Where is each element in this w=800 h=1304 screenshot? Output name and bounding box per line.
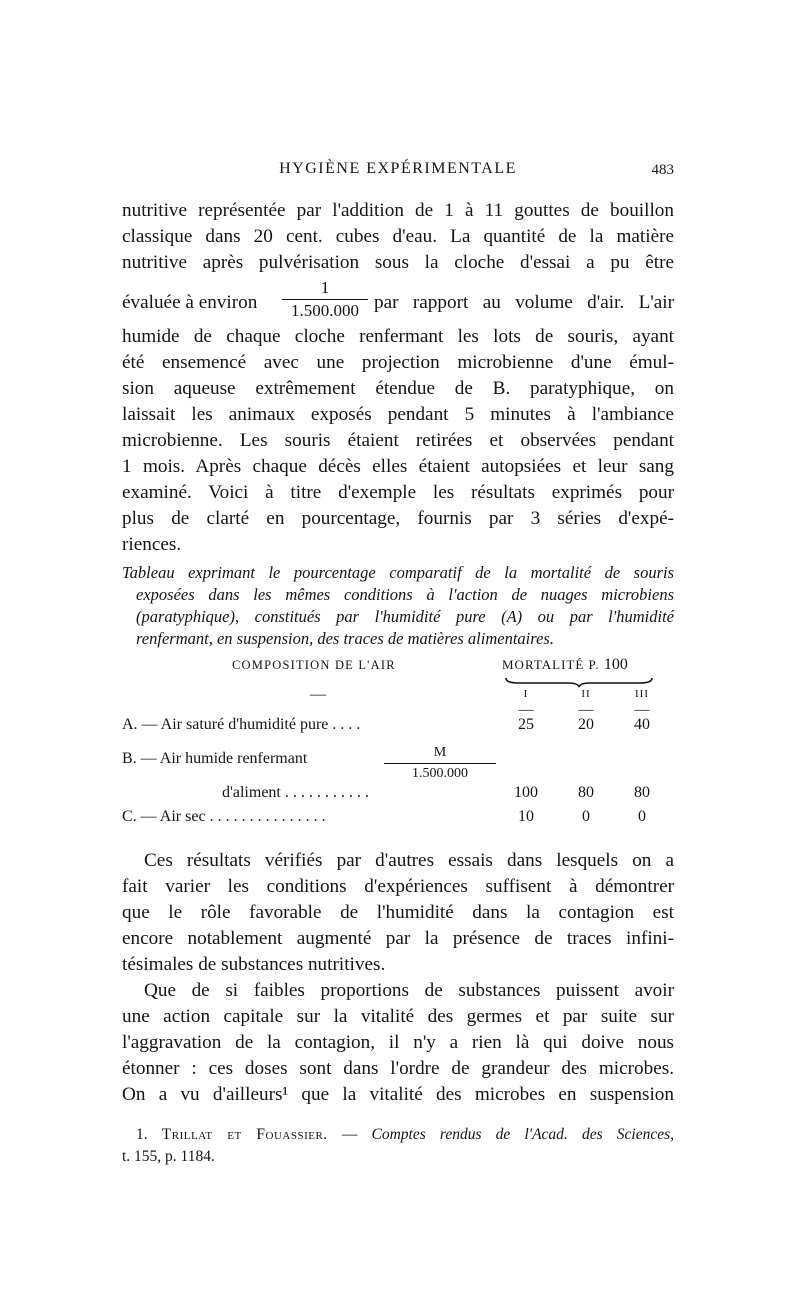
text-line: nutritive représentée par l'addition de 1 à 11 gouttes de bouillon bbox=[122, 200, 674, 221]
column-header-composition: COMPOSITION DE L'AIR bbox=[232, 658, 396, 672]
fraction-denominator: 1.500.000 bbox=[291, 301, 359, 320]
fraction-numerator: 1 bbox=[320, 278, 330, 297]
text-line: 1 mois. Après chaque décès elles étaient autopsiées et leur sang bbox=[122, 456, 674, 477]
fraction bbox=[384, 742, 496, 783]
text-line: encore notablement augmenté par la présence de traces infini- bbox=[122, 928, 674, 949]
text-line: laissait les animaux exposés pendant 5 minutes à l'ambiance bbox=[122, 404, 674, 425]
text-line: microbienne. Les souris étaient retirées et observées pendant bbox=[122, 430, 674, 451]
series-dash: — bbox=[578, 702, 594, 718]
series-label: II bbox=[581, 688, 591, 700]
series-dash: — bbox=[518, 702, 534, 718]
table-row-label: C. — Air sec . . . . . . . . . . . . . . . bbox=[122, 808, 326, 825]
table-caption-line: exposées dans les mêmes conditions à l'action de nuages microbiens bbox=[136, 585, 674, 604]
footnote-marker: 1. bbox=[136, 1126, 148, 1143]
table-row-label: A. — Air saturé d'humidité pure . . . . bbox=[122, 716, 361, 733]
text-line: l'aggravation de la contagion, il n'y a rien là qui doive nous bbox=[122, 1032, 674, 1053]
text-line: Ces résultats vérifiés par d'autres essais dans lesquels on a bbox=[144, 850, 674, 871]
table-cell: 0 bbox=[638, 808, 646, 825]
text-line: plus de clarté en pourcentage, fournis par 3 séries d'expé- bbox=[122, 508, 674, 529]
table-cell: 10 bbox=[518, 808, 534, 825]
footnote-authors: Trillat et Fouassier. bbox=[161, 1126, 328, 1143]
column-header-mortality bbox=[502, 656, 628, 674]
table-caption-line: renfermant, en suspension, des traces de matières alimentaires. bbox=[136, 629, 554, 648]
table-cell: 40 bbox=[634, 716, 650, 733]
text-line: une action capitale sur la vitalité des germes et par suite sur bbox=[122, 1006, 674, 1027]
text-line: classique dans 20 cent. cubes d'eau. La quantité de la matière bbox=[122, 226, 674, 247]
table-cell: 0 bbox=[582, 808, 590, 825]
fraction-denominator: 1.500.000 bbox=[412, 766, 468, 781]
table-cell: 20 bbox=[578, 716, 594, 733]
series-dash: — bbox=[634, 702, 650, 718]
text-line: été ensemencé avec une projection microbienne d'une émul- bbox=[122, 352, 674, 373]
table-cell: 80 bbox=[578, 784, 594, 801]
series-label: III bbox=[635, 688, 649, 700]
text-segment: évaluée à environ bbox=[122, 292, 258, 313]
table-cell: 80 bbox=[634, 784, 650, 801]
mortality-percent-base: 100 bbox=[603, 656, 628, 673]
footnote-line bbox=[136, 1124, 674, 1146]
text-line: Que de si faibles proportions de substances puissent avoir bbox=[144, 980, 674, 1001]
text-line: humide de chaque cloche renfermant les lots de souris, ayant bbox=[122, 326, 674, 347]
text-line: étonner : ces doses sont dans l'ordre de grandeur des microbes. bbox=[122, 1058, 674, 1079]
page-number: 483 bbox=[651, 162, 674, 178]
composition-dash: — bbox=[310, 686, 326, 703]
series-label: I bbox=[523, 688, 529, 700]
table-row-label: B. — Air humide renfermant bbox=[122, 750, 308, 767]
fraction-numerator: M bbox=[433, 745, 447, 760]
text-line: sion aqueuse extrêmement étendue de B. paratyphique, on bbox=[122, 378, 674, 399]
table-caption-line: (paratyphique), constitués par l'humidité pure (A) ou par l'humidité bbox=[136, 607, 674, 626]
text-line: fait varier les conditions d'expériences suffisent à démontrer bbox=[122, 876, 674, 897]
header-brace bbox=[504, 674, 654, 688]
footnote-dash: — bbox=[341, 1126, 358, 1143]
running-header bbox=[122, 160, 674, 184]
table-caption-line: Tableau exprimant le pourcentage comparatif de la mortalité de souris bbox=[122, 563, 674, 582]
footnote-source: Comptes rendus de l'Acad. des Sciences, bbox=[371, 1126, 674, 1143]
text-line: que le rôle favorable de l'humidité dans la contagion est bbox=[122, 902, 674, 923]
table-cell: 100 bbox=[514, 784, 538, 801]
mortality-table bbox=[122, 650, 674, 840]
footnote-reference: t. 155, p. 1184. bbox=[122, 1148, 215, 1165]
table-row-label: d'aliment . . . . . . . . . . . bbox=[222, 784, 369, 801]
mortality-label: MORTALITÉ P. bbox=[502, 657, 600, 672]
fraction bbox=[282, 276, 368, 321]
table-cell: 25 bbox=[518, 716, 534, 733]
running-title: HYGIÈNE EXPÉRIMENTALE bbox=[279, 160, 517, 177]
text-line: On a vu d'ailleurs¹ que la vitalité des microbes en suspension bbox=[122, 1084, 674, 1105]
text-line: nutritive après pulvérisation sous la cloche d'essai a pu être bbox=[122, 252, 674, 273]
text-line: tésimales de substances nutritives. bbox=[122, 954, 386, 975]
text-segment: par rapport au volume d'air. L'air bbox=[374, 292, 674, 313]
fraction-bar bbox=[384, 763, 496, 764]
text-line: riences. bbox=[122, 534, 182, 555]
text-line: examiné. Voici à titre d'exemple les résultats exprimés pour bbox=[122, 482, 674, 503]
fraction-bar bbox=[282, 299, 368, 300]
